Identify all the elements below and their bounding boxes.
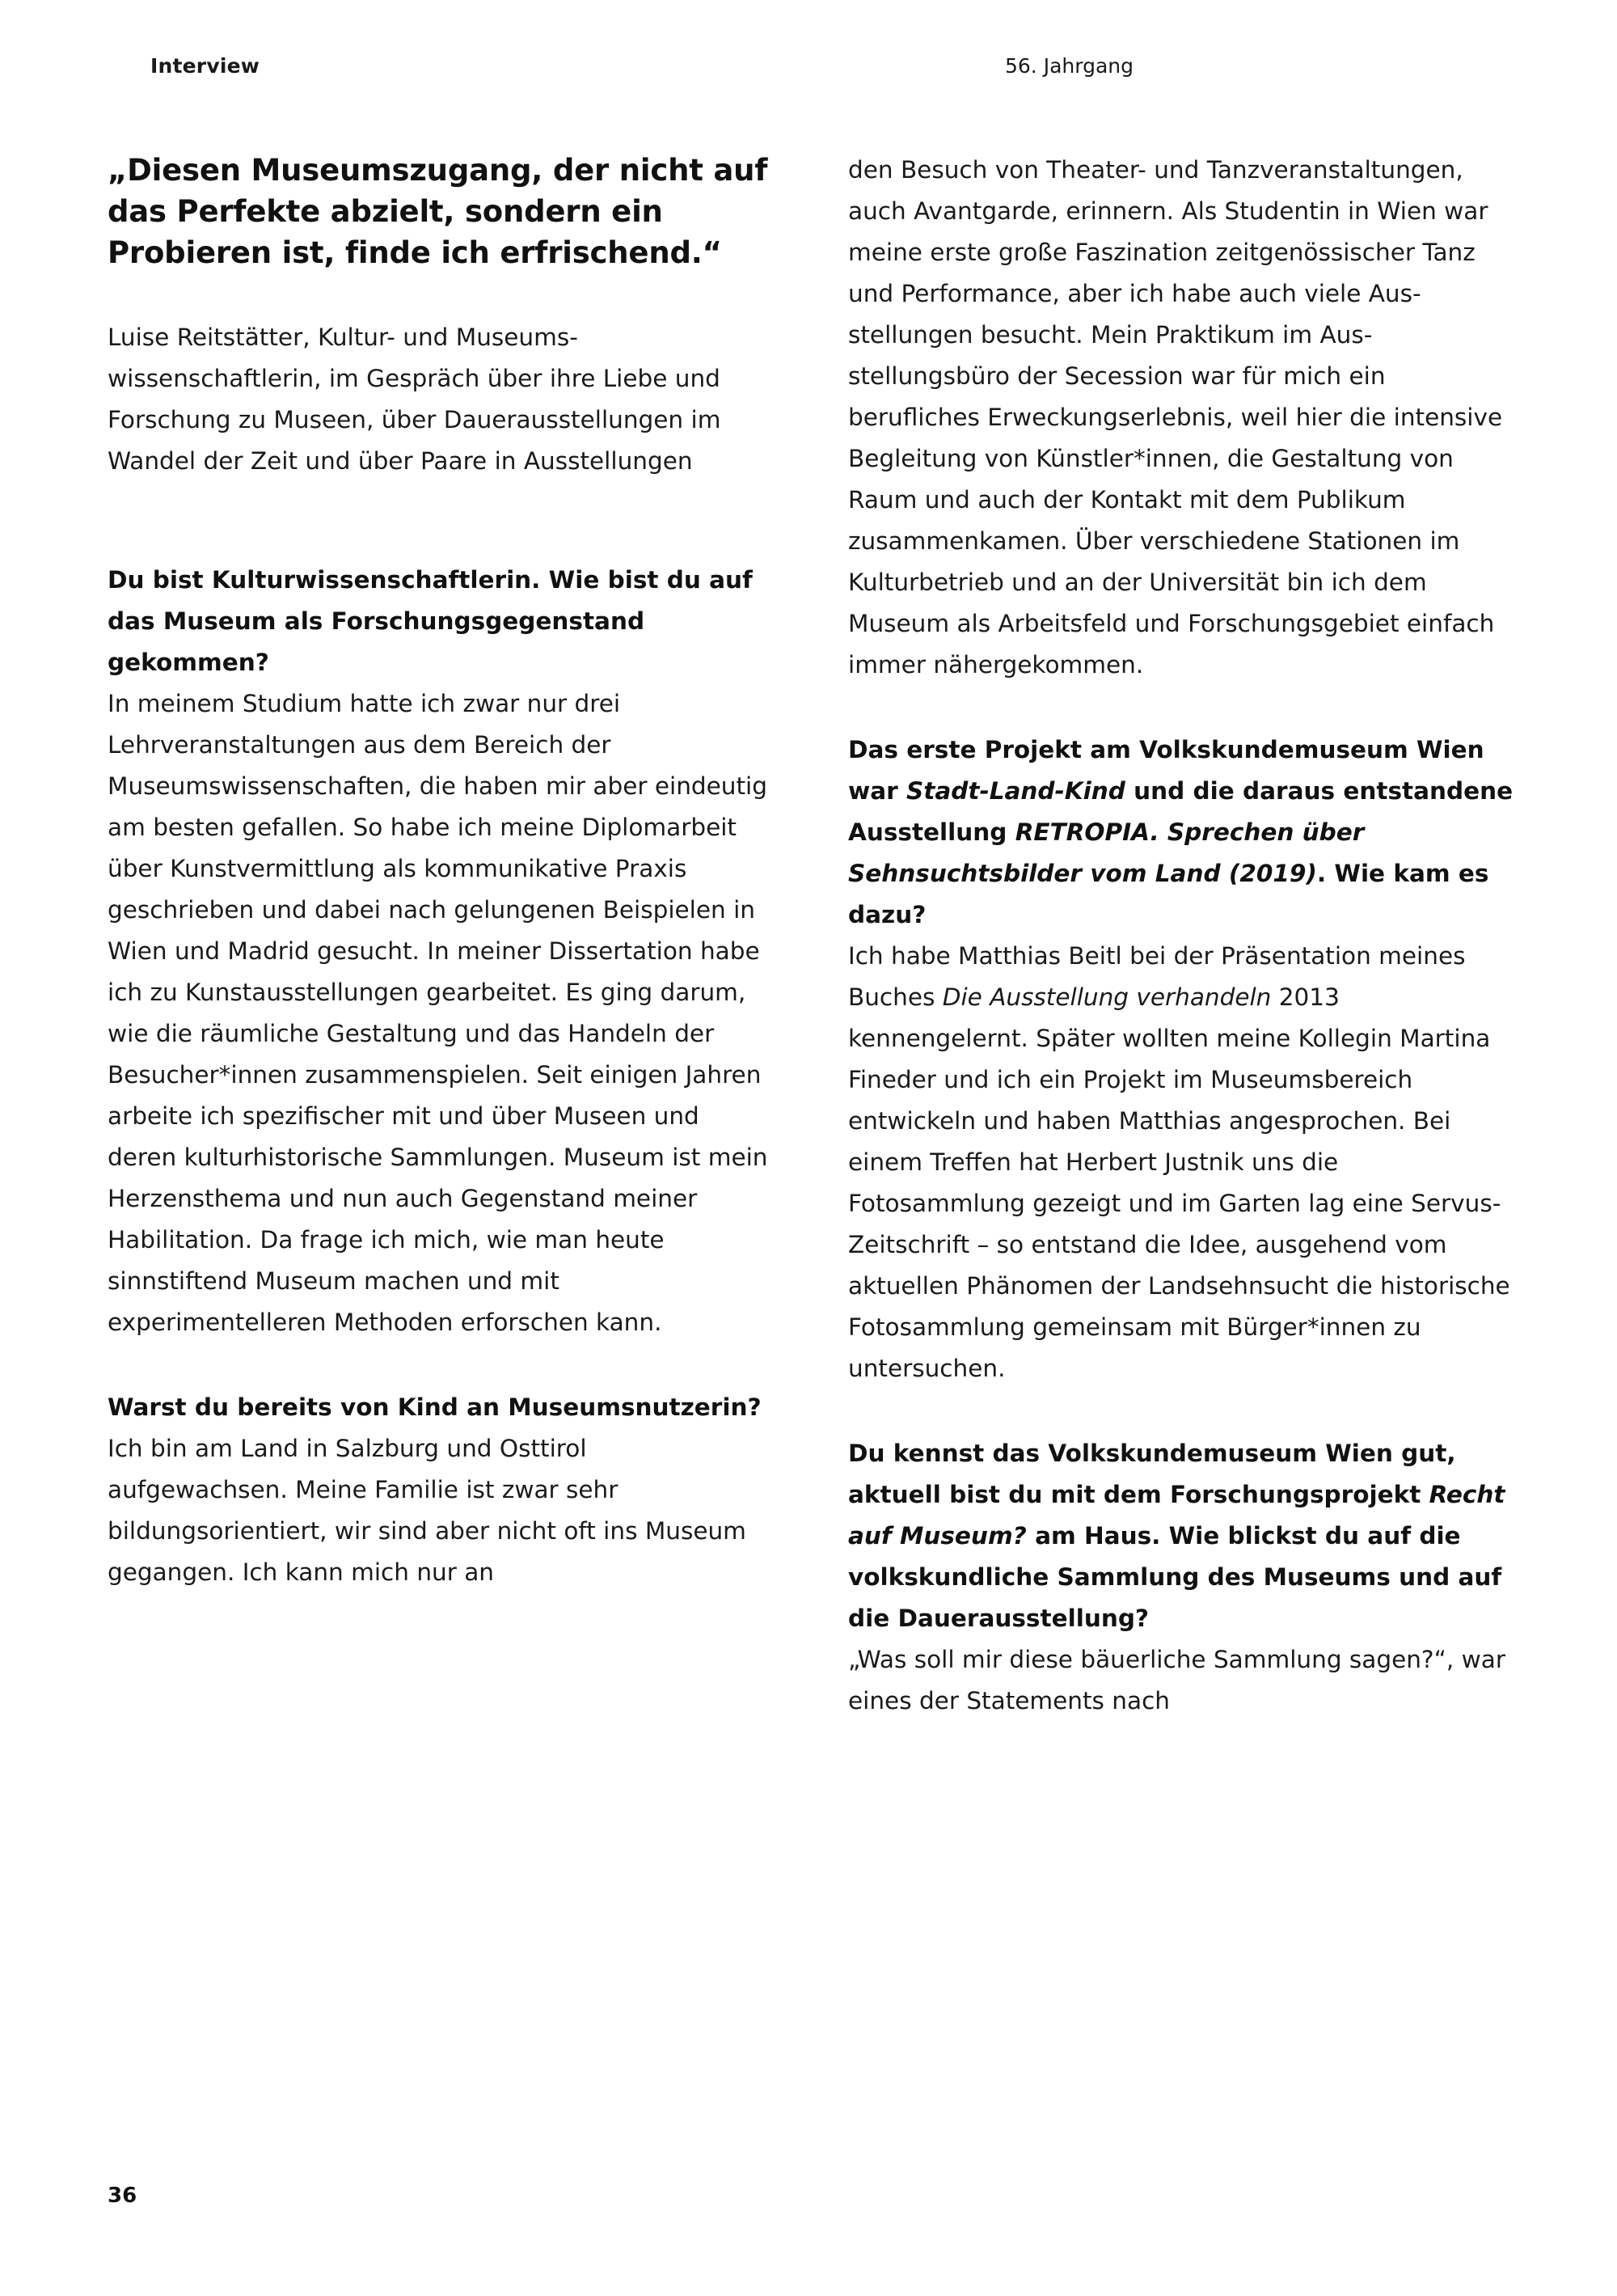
pull-quote: „Diesen Museumszugang, der nicht auf das Perfekte abzielt, sondern ein Probieren ist, finde ich erfrischend.“: [108, 153, 768, 270]
question-3-text-c: . Wie kam es dazu?: [848, 860, 1489, 928]
page-number: 36: [108, 2184, 137, 2208]
question-3-text-a: Das erste Projekt am Volkskundemuseum Wien war: [848, 736, 1484, 805]
right-column: [848, 150, 1514, 1722]
answer-4: „Was soll mir diese bäuerliche Sammlung sagen?“, war eines der Statements nach: [848, 1646, 1505, 1715]
left-column: [108, 150, 773, 1722]
running-head-volume: 56. Jahrgang: [1005, 54, 1134, 78]
question-4-text-b: am Haus. Wie blickst du auf die volkskundliche Sammlung des Museums und auf die Dauerausstellung?: [848, 1522, 1502, 1632]
running-head-section: Interview: [150, 54, 260, 78]
answer-2-continued: den Besuch von Theater- und Tanzveranstaltungen, auch Avantgarde, erinnern. Als Studentin in Wien war meine erste große Faszination zeitgenössischer Tanz und Performance, aber ich habe auch viele Ausstellungen besucht. Mein Praktikum im Ausstellungsbüro der Secession war für mich ein berufliches Erweckungserlebnis, weil hier die intensive Begleitung von Künstler*innen, die Gestaltung von Raum und auch der Kontakt mit dem Publikum zusammenkamen. Über verschiedene Stationen im Kulturbetrieb und an der Universität bin ich dem Museum als Arbeitsfeld und Forschungsgebiet einfach immer nähergekommen.: [848, 156, 1503, 679]
question-4-title-a: Recht auf Museum?: [848, 1481, 1505, 1550]
answer-3-text-b: 2013 kennengelernt. Später wollten meine Kollegin Martina Fineder und ich ein Projekt im Museumsbereich entwickeln und haben Matthias angesprochen. Bei einem Treffen hat Herbert Justnik uns die Fotosammlung gezeigt und im Garten lag eine Servus-Zeitschrift – so entstand die Idee, ausgehend vom aktuellen Phänomen der Landsehnsucht die historische Fotosammlung gemeinsam mit Bürger*innen zu untersuchen.: [848, 983, 1510, 1382]
standfirst: Luise Reitstätter, Kultur- und Museumswissenschaftlerin, im Gespräch über ihre Liebe und Forschung zu Museen, über Dauerausstellungen im Wandel der Zeit und über Paare in Ausstellungen: [108, 323, 721, 475]
question-3-text-b: und die daraus entstandene Ausstellung: [848, 777, 1514, 846]
answer-3: [848, 936, 1514, 1389]
spacer: [848, 686, 1514, 729]
question-3: [848, 729, 1514, 936]
answer-3-text-a: Ich habe Matthias Beitl bei der Präsentation meines Buches: [848, 942, 1466, 1011]
answer-3-title-a: Die Ausstellung verhandeln: [942, 983, 1272, 1011]
question-2: Warst du bereits von Kind an Museumsnutzerin?: [108, 1393, 762, 1421]
answer-2: Ich bin am Land in Salzburg und Osttirol aufgewachsen. Meine Familie ist zwar sehr bildungsorientiert, wir sind aber nicht oft ins Museum gegangen. Ich kann mich nur an: [108, 1435, 746, 1586]
answer-1: In meinem Studium hatte ich zwar nur drei Lehrveranstaltungen aus dem Bereich der Museumswissenschaften, die haben mir aber eindeutig am besten gefallen. So habe ich meine Diplomarbeit über Kunstvermittlung als kommunikative Praxis geschrieben und dabei nach gelungenen Beispielen in Wien und Madrid gesucht. In meiner Dissertation habe ich zu Kunstausstellungen gearbeitet. Es ging darum, wie die räumliche Gestaltung und das Handeln der Besucher*innen zusammenspielen. Seit einigen Jahren arbeite ich spezifischer mit und über Museen und deren kulturhistorische Sammlungen. Museum ist mein Herzensthema und nun auch Gegenstand meiner Habilitation. Da frage ich mich, wie man heute sinnstiftend Museum machen und mit experimentelleren Methoden erforschen kann.: [108, 690, 768, 1336]
question-3-title-b: RETROPIA. Sprechen über Sehnsuchtsbilder vom Land (2019): [848, 818, 1365, 887]
body-columns: [108, 150, 1514, 1722]
question-1: Du bist Kulturwissenschaftlerin. Wie bist du auf das Museum als Forschungsgegenstand gekommen?: [108, 566, 753, 676]
question-3-title-a: Stadt-Land-Kind: [906, 777, 1125, 805]
spacer: [108, 1343, 773, 1387]
question-4-text-a: Du kennst das Volkskundemuseum Wien gut, aktuell bist du mit dem Forschungsprojekt: [848, 1440, 1456, 1508]
spacer: [848, 1389, 1514, 1433]
question-4: [848, 1433, 1514, 1639]
running-head: [150, 50, 1467, 82]
spacer: [108, 482, 773, 560]
